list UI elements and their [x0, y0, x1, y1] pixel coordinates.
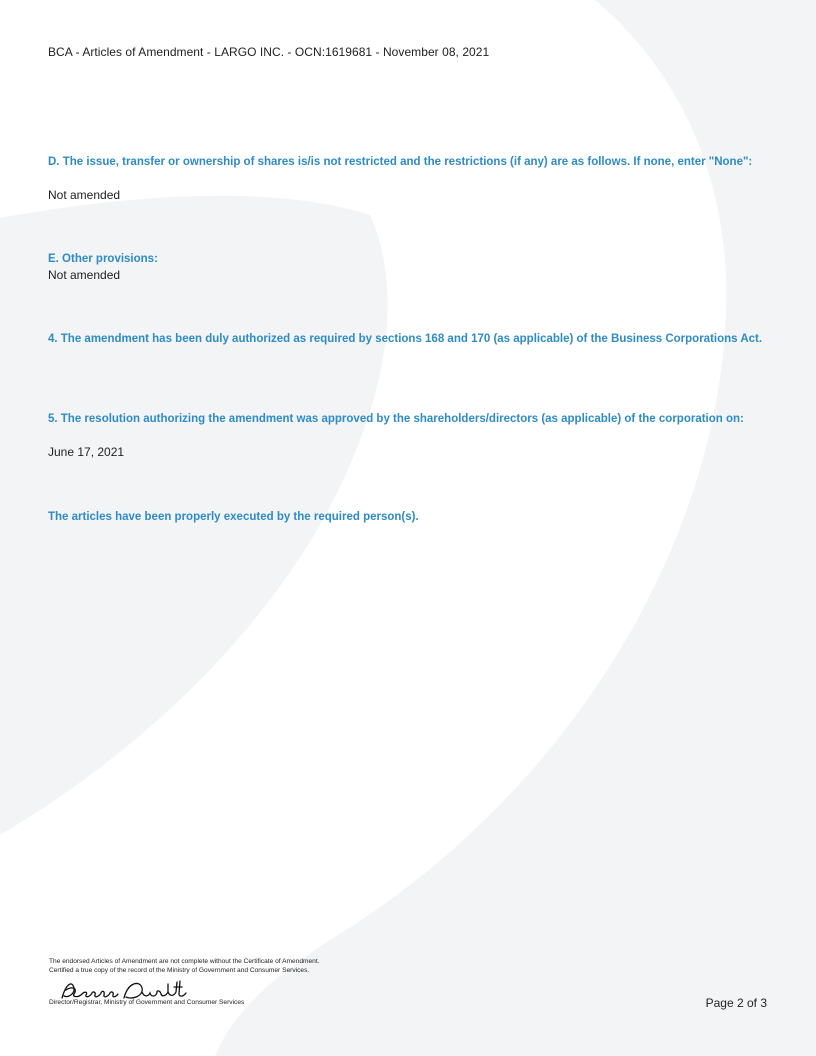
- page-number: Page 2 of 3: [705, 996, 767, 1010]
- section-4-heading: 4. The amendment has been duly authorized as required by sections 168 and 170 (as applicable) of the Business Corporations Act.: [48, 333, 763, 345]
- certification-notes: [49, 958, 320, 975]
- section-e-heading: E. Other provisions:: [48, 253, 158, 265]
- document-header: BCA - Articles of Amendment - LARGO INC. - OCN:1619681 - November 08, 2021: [48, 45, 490, 59]
- section-5-answer: June 17, 2021: [48, 445, 125, 459]
- section-e-answer: Not amended: [48, 268, 121, 282]
- section-d-heading: D. The issue, transfer or ownership of shares is/is not restricted and the restrictions (if any) are as follows. If none, enter "None":: [48, 156, 753, 168]
- certification-note-1: The endorsed Articles of Amendment are not complete without the Certificate of Amendment.: [49, 958, 320, 965]
- signature-caption: Director/Registrar, Ministry of Government and Consumer Services: [49, 999, 245, 1006]
- section-5-heading: 5. The resolution authorizing the amendment was approved by the shareholders/directors (as applicable) of the corporation on:: [48, 413, 744, 425]
- certification-note-2: Certified a true copy of the record of the Ministry of Government and Consumer Services.: [49, 966, 310, 974]
- section-d-answer: Not amended: [48, 188, 121, 202]
- executed-statement: The articles have been properly executed by the required person(s).: [48, 511, 419, 523]
